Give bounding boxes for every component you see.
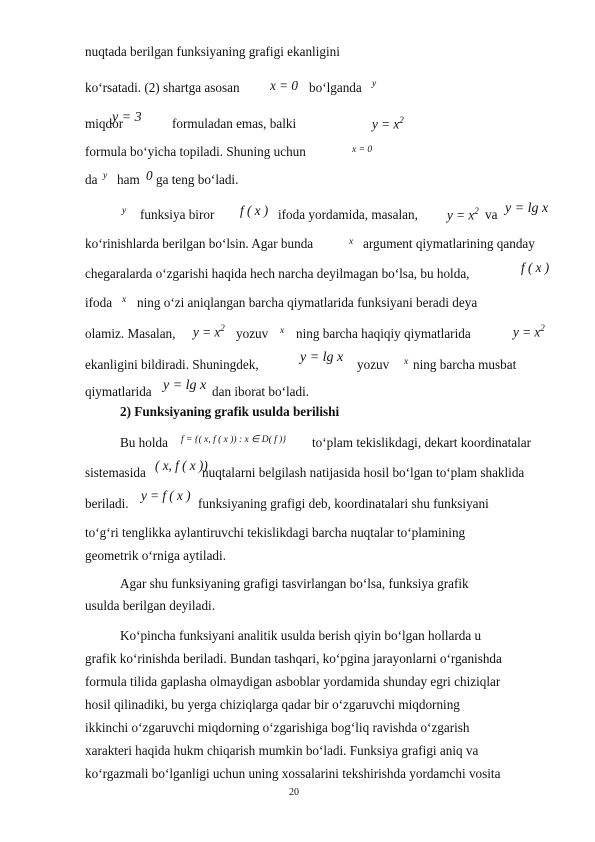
text-line: geometrik o‘rniga aytiladi. [85, 548, 226, 563]
text-line: ham [117, 172, 140, 187]
text-line: ko‘rsatadi. (2) shartga asosan [85, 80, 240, 95]
text-line: hosil qilinadiki, bu yerga chiziqlarga qadar bir o‘zgaruvchi miqdorning [85, 697, 460, 712]
math-expression: x = 0 [352, 145, 373, 155]
text-line: ga teng bo‘ladi. [156, 172, 239, 187]
text-line: ko‘rinishlarda berilgan bo‘lsin. Agar bunda [85, 236, 314, 251]
math-variable: y [372, 79, 377, 89]
text-line: ifoda [85, 295, 113, 310]
math-expression: f = {( x, f ( x )) : x ∈ D( f )} [181, 435, 287, 445]
math-expression: $y = x^2$ [372, 115, 404, 132]
text-line: formuladan emas, balki [172, 116, 297, 131]
text-line: funksiyaning grafigi deb, koordinatalari shu funksiyani [198, 496, 489, 511]
text-line: bo‘lganda [309, 80, 362, 95]
math-expression: x = 0 [270, 78, 298, 93]
math-variable: x [349, 237, 354, 247]
page-number: 20 [289, 787, 299, 798]
text-line: nuqtalarni belgilash natijasida hosil bo‘lgan to‘plam shaklida [202, 465, 525, 480]
text-line: ning barcha haqiqiy qiymatlarida [296, 326, 471, 341]
text-line: ifoda yordamida, masalan, [278, 207, 418, 222]
math-expression: y = lg x [505, 201, 549, 216]
text-line: ning o‘zi aniqlangan barcha qiymatlarida funksiyani beradi deya [137, 295, 478, 310]
text-line: argument qiymatlarining qanday [363, 236, 535, 251]
text-line: chegaralarda o‘zgarishi haqida hech narcha deyilmagan bo‘lsa, bu holda, [85, 266, 470, 281]
text-line: formula bo‘yicha topiladi. Shuning uchun [85, 144, 306, 159]
math-expression: y = 3 [112, 110, 142, 125]
text-line: funksiya biror [140, 207, 215, 222]
math-expression: y = lg x [163, 378, 207, 393]
math-variable: x [280, 326, 285, 336]
math-expression: f ( x ) [521, 260, 550, 275]
text-line: to‘plam tekislikdagi, dekart koordinatalar [312, 435, 531, 450]
math-expression: y = f ( x ) [141, 488, 191, 503]
text-line: yozuv [236, 326, 269, 341]
text-line: ning barcha musbat [413, 357, 517, 372]
text-line: Bu holda [120, 435, 168, 450]
text-line: olamiz. Masalan, [85, 326, 176, 341]
text-line: Ko‘pincha funksiyani analitik usulda berish qiyin bo‘lgan hollarda u [120, 628, 482, 643]
math-variable: x [404, 357, 409, 367]
text-line: xarakteri haqida hukm chiqarish mumkin bo‘ladi. Funksiya grafigi aniq va [85, 743, 479, 758]
math-variable: y [103, 171, 108, 181]
math-zero: 0 [146, 168, 153, 183]
section-heading: 2) Funksiyaning grafik usulda berilishi [120, 404, 340, 419]
math-expression: $y = x^2$ [513, 323, 545, 340]
text-line: ko‘rgazmali bo‘lganligi uchun uning xossalarini tekshirishda yordamchi vosita [85, 766, 501, 781]
text-line: ikkinchi o‘zgaruvchi miqdorning o‘zgarishiga bog‘liq ravishda o‘zgarish [85, 720, 470, 735]
text-line: usulda berilgan deyiladi. [85, 598, 216, 613]
text-line: Agar shu funksiyaning grafigi tasvirlangan bo‘lsa, funksiya grafik [120, 576, 469, 591]
math-expression: $y = x^2$ [193, 323, 225, 340]
text-line: da [85, 172, 98, 187]
text-line: yozuv [357, 357, 390, 372]
math-expression: $y = x^2$ [447, 206, 479, 223]
math-expression: y = lg x [300, 350, 344, 365]
math-expression: f ( x ) [240, 203, 269, 218]
text-line: dan iborat bo‘ladi. [212, 384, 310, 399]
text-line: formula tilida gaplasha olmaydigan asboblar yordamida shunday egri chiziqlar [85, 674, 501, 689]
text-line: ekanligini bildiradi. Shuningdek, [85, 357, 259, 372]
text-line: sistemasida [85, 465, 146, 480]
text-line: qiymatlarida [85, 384, 152, 399]
text-line: grafik ko‘rinishda beriladi. Bundan tashqari, ko‘pgina jarayonlarni o‘rganishda [85, 651, 502, 666]
math-variable: x [122, 295, 127, 305]
text-line: va [485, 207, 498, 222]
math-variable: y [122, 206, 127, 216]
text-line: nuqtada berilgan funksiyaning grafigi ekanligini [85, 44, 340, 59]
text-line: beriladi. [85, 496, 129, 511]
text-line: miqdor [85, 116, 124, 131]
math-expression: ( x, f ( x )) [155, 458, 208, 473]
text-line: to‘g‘ri tenglikka aylantiruvchi tekislikdagi barcha nuqtalar to‘plamining [85, 525, 466, 540]
